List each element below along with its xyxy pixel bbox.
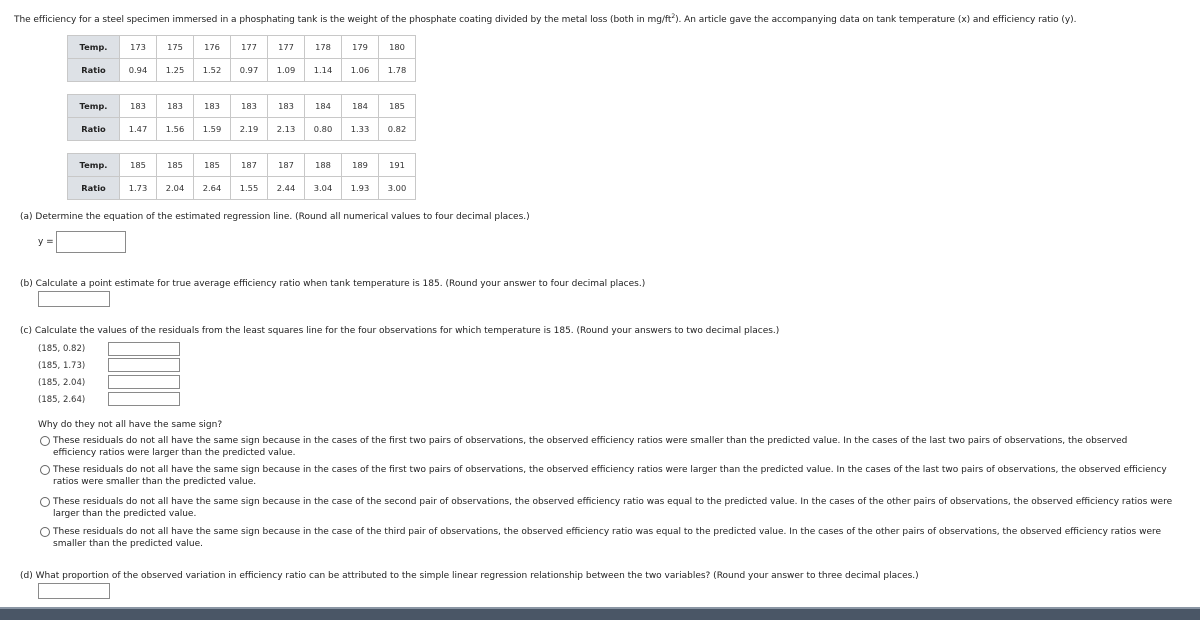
residual-point-label: (185, 2.64)	[38, 395, 86, 405]
part-c-question: (c) Calculate the values of the residuals from the least squares line for the four observations for which temperature is 185. (Round your answers to two decimal places.)	[20, 326, 780, 336]
temp-row	[68, 154, 416, 177]
part-b-question: (b) Calculate a point estimate for true average efficiency ratio when tank temperature is 185. (Round your answer to four decimal places.)	[20, 279, 646, 289]
temp-header: Temp.	[68, 95, 120, 118]
ratio-row	[68, 118, 416, 141]
temp-cell: 185	[157, 154, 194, 177]
ratio-cell: 0.80	[305, 118, 342, 141]
data-table-1	[67, 35, 416, 82]
ratio-cell: 3.04	[305, 177, 342, 200]
ratio-cell: 0.82	[379, 118, 416, 141]
residual-input-4[interactable]	[108, 392, 180, 406]
part-a-y-label: y =	[38, 237, 54, 247]
temp-cell: 179	[342, 36, 379, 59]
answer-option-2[interactable]	[53, 464, 1173, 488]
ratio-row	[68, 177, 416, 200]
ratio-cell: 2.64	[194, 177, 231, 200]
option-text: These residuals do not all have the same sign because in the cases of the first two pairs of observations, the observed efficiency ratios were smaller than the predicted value. In the cases of the last two pairs of observations, the observed efficiency ratios were larger than the predicted value.	[53, 436, 1128, 458]
temp-cell: 177	[268, 36, 305, 59]
ratio-cell: 1.93	[342, 177, 379, 200]
temp-cell: 185	[120, 154, 157, 177]
part-c-why-question: Why do they not all have the same sign?	[38, 420, 223, 430]
temp-header: Temp.	[68, 36, 120, 59]
temp-cell: 184	[305, 95, 342, 118]
ratio-cell: 2.19	[231, 118, 268, 141]
part-d-answer-input[interactable]	[38, 583, 110, 599]
residual-point-label: (185, 0.82)	[38, 344, 86, 354]
ratio-cell: 1.14	[305, 59, 342, 82]
temp-cell: 187	[268, 154, 305, 177]
ratio-cell: 3.00	[379, 177, 416, 200]
bottom-bar	[0, 607, 1200, 620]
temp-cell: 177	[231, 36, 268, 59]
ratio-cell: 1.33	[342, 118, 379, 141]
ratio-cell: 1.78	[379, 59, 416, 82]
temp-cell: 189	[342, 154, 379, 177]
option-text: These residuals do not all have the same sign because in the case of the third pair of observations, the observed efficiency ratio was equal to the predicted value. In the cases of the other pairs of observations, the observed efficiency ratios were smaller than the predicted value.	[53, 527, 1162, 549]
temp-cell: 183	[194, 95, 231, 118]
part-b-answer-input[interactable]	[38, 291, 110, 307]
temp-cell: 188	[305, 154, 342, 177]
ratio-cell: 2.44	[268, 177, 305, 200]
answer-option-1[interactable]	[53, 435, 1173, 459]
ratio-cell: 1.06	[342, 59, 379, 82]
intro-text-end: ). An article gave the accompanying data on tank temperature (x) and efficiency ratio (y).	[675, 15, 1077, 25]
radio-button[interactable]	[40, 436, 50, 446]
temp-cell: 183	[231, 95, 268, 118]
residual-input-2[interactable]	[108, 358, 180, 372]
ratio-cell: 1.56	[157, 118, 194, 141]
ratio-cell: 0.97	[231, 59, 268, 82]
radio-button[interactable]	[40, 527, 50, 537]
temp-cell: 183	[120, 95, 157, 118]
temp-cell: 183	[157, 95, 194, 118]
ratio-header: Ratio	[68, 59, 120, 82]
temp-cell: 191	[379, 154, 416, 177]
ratio-cell: 2.13	[268, 118, 305, 141]
data-table-3	[67, 153, 416, 200]
ratio-cell: 2.04	[157, 177, 194, 200]
data-table-2	[67, 94, 416, 141]
radio-button[interactable]	[40, 497, 50, 507]
ratio-cell: 1.59	[194, 118, 231, 141]
ratio-cell: 1.73	[120, 177, 157, 200]
temp-cell: 173	[120, 36, 157, 59]
answer-option-3[interactable]	[53, 496, 1173, 520]
temp-cell: 184	[342, 95, 379, 118]
ratio-cell: 0.94	[120, 59, 157, 82]
ratio-header: Ratio	[68, 118, 120, 141]
radio-button[interactable]	[40, 465, 50, 475]
ratio-cell: 1.09	[268, 59, 305, 82]
intro-text: The efficiency for a steel specimen immersed in a phosphating tank is the weight of the phosphate coating divided by the metal loss (both in mg/ft	[14, 15, 672, 25]
residual-point-label: (185, 2.04)	[38, 378, 86, 388]
part-a-answer-input[interactable]	[56, 231, 126, 253]
temp-cell: 176	[194, 36, 231, 59]
option-text: These residuals do not all have the same sign because in the cases of the first two pairs of observations, the observed efficiency ratios were larger than the predicted value. In the cases of the last two pairs of observations, the observed efficiency ratios were smaller than the predicted value.	[53, 465, 1167, 487]
ratio-cell: 1.55	[231, 177, 268, 200]
temp-header: Temp.	[68, 154, 120, 177]
residual-point-label: (185, 1.73)	[38, 361, 86, 371]
ratio-cell: 1.52	[194, 59, 231, 82]
residual-input-1[interactable]	[108, 342, 180, 356]
ratio-cell: 1.25	[157, 59, 194, 82]
temp-row	[68, 36, 416, 59]
problem-intro	[14, 13, 1076, 25]
ratio-cell: 1.47	[120, 118, 157, 141]
part-d-question: (d) What proportion of the observed variation in efficiency ratio can be attributed to the simple linear regression relationship between the two variables? (Round your answer to three decimal places.)	[20, 571, 919, 581]
residual-input-3[interactable]	[108, 375, 180, 389]
temp-cell: 180	[379, 36, 416, 59]
temp-row	[68, 95, 416, 118]
temp-cell: 185	[379, 95, 416, 118]
temp-cell: 185	[194, 154, 231, 177]
answer-option-4[interactable]	[53, 526, 1173, 550]
temp-cell: 187	[231, 154, 268, 177]
intro-superscript: 2	[671, 13, 676, 20]
ratio-header: Ratio	[68, 177, 120, 200]
temp-cell: 178	[305, 36, 342, 59]
ratio-row	[68, 59, 416, 82]
option-text: These residuals do not all have the same sign because in the case of the second pair of observations, the observed efficiency ratio was equal to the predicted value. In the cases of the other pairs of observations, the observed efficiency ratios were larger than the predicted value.	[53, 497, 1173, 519]
part-a-question: (a) Determine the equation of the estimated regression line. (Round all numerical values to four decimal places.)	[20, 212, 530, 222]
temp-cell: 175	[157, 36, 194, 59]
bottom-bar-stripe	[0, 607, 1200, 609]
temp-cell: 183	[268, 95, 305, 118]
